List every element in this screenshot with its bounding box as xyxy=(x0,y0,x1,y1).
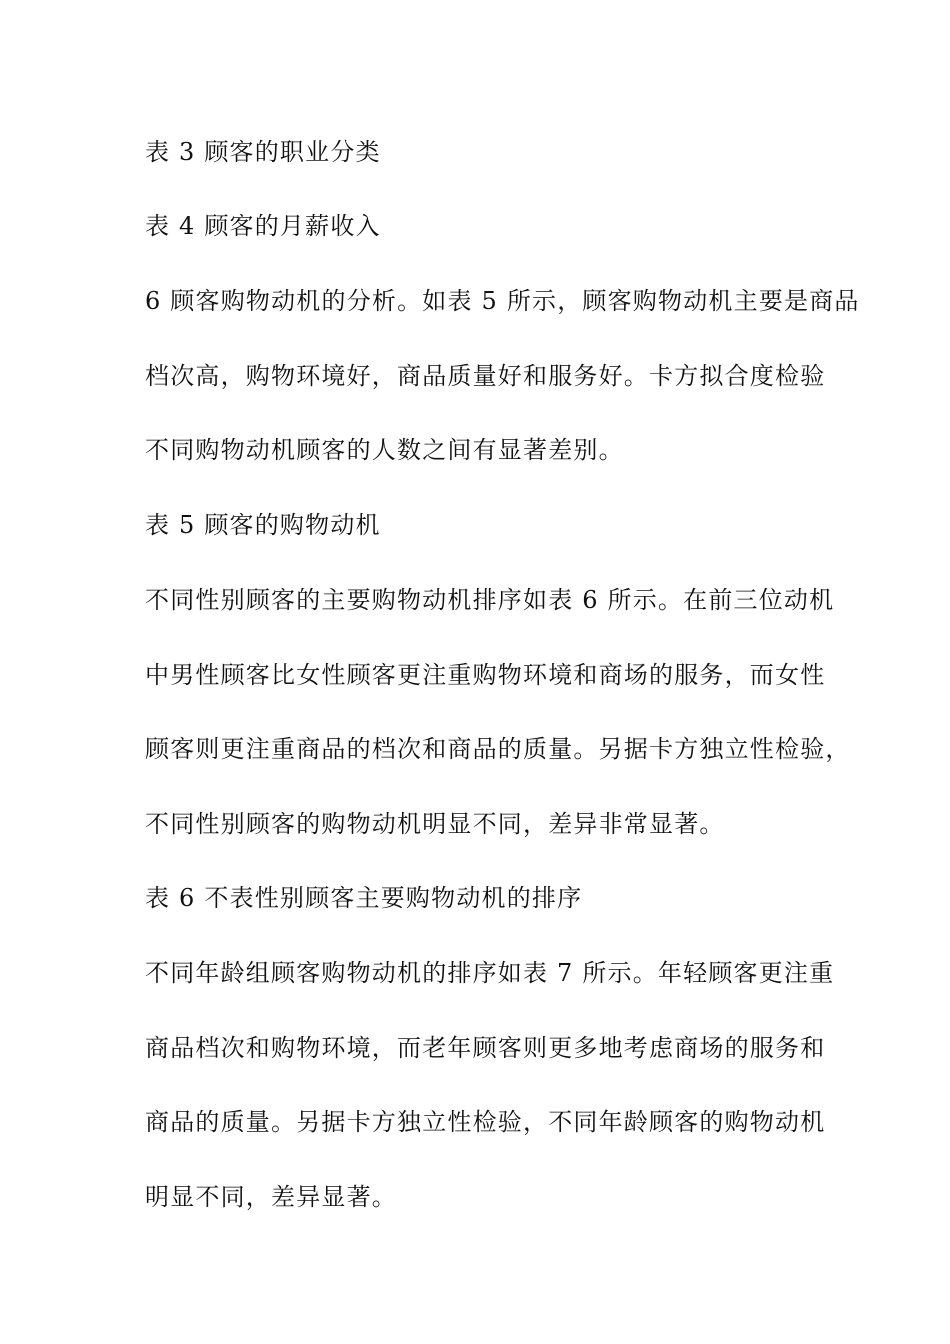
paragraph-line: 顾客则更注重商品的档次和商品的质量。另据卡方独立性检验， xyxy=(145,735,851,763)
table-caption-5: 表 5 顾客的购物动机 xyxy=(145,511,381,539)
paragraph-line: 不同性别顾客的购物动机明显不同，差异非常显著。 xyxy=(145,810,725,838)
paragraph-line: 不同购物动机顾客的人数之间有显著差别。 xyxy=(145,436,624,464)
paragraph-line: 档次高，购物环境好，商品质量好和服务好。卡方拟合度检验 xyxy=(145,362,826,390)
paragraph-line: 6 顾客购物动机的分析。如表 5 所示，顾客购物动机主要是商品 xyxy=(145,287,860,315)
table-caption-6: 表 6 不表性别顾客主要购物动机的排序 xyxy=(145,884,583,912)
paragraph-line: 商品档次和购物环境，而老年顾客则更多地考虑商场的服务和 xyxy=(145,1034,826,1062)
table-caption-4: 表 4 顾客的月薪收入 xyxy=(145,212,381,240)
paragraph-line: 中男性顾客比女性顾客更注重购物环境和商场的服务，而女性 xyxy=(145,661,826,689)
paragraph-line: 不同性别顾客的主要购物动机排序如表 6 所示。在前三位动机 xyxy=(145,586,835,614)
table-caption-3: 表 3 顾客的职业分类 xyxy=(145,138,381,166)
paragraph-line: 明显不同，差异显著。 xyxy=(145,1183,397,1211)
paragraph-line: 不同年龄组顾客购物动机的排序如表 7 所示。年轻顾客更注重 xyxy=(145,959,835,987)
paragraph-line: 商品的质量。另据卡方独立性检验，不同年龄顾客的购物动机 xyxy=(145,1108,826,1136)
